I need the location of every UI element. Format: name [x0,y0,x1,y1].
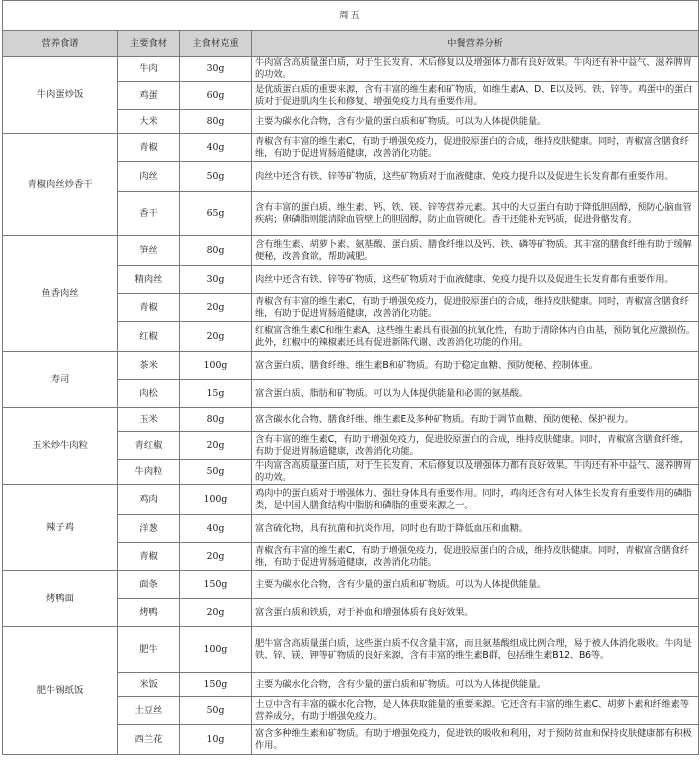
ingredient-weight: 50g [180,697,252,725]
ingredient-name: 大米 [118,110,180,134]
ingredient-name: 土豆丝 [118,697,180,725]
ingredient-weight: 10g [180,725,252,755]
nutrition-analysis: 牛肉富含高质量蛋白质，对于生长发育、术后修复以及增强体力都有良好效果。牛肉还有补中益气、滋养脾胃的功效。 [252,57,699,82]
ingredient-weight: 20g [180,322,252,352]
dish-name: 玉米炒牛肉粒 [3,408,118,485]
table-row [3,352,699,380]
ingredient-weight: 40g [180,515,252,543]
ingredient-name: 玉米 [118,408,180,432]
nutrition-analysis: 含有丰富的蛋白质、维生素、钙、铁、镁、锌等营养元素。其中的大豆蛋白有助于降低胆固醇，预防心脑血管疾病；卵磷脂则能清除血管壁上的胆固醇，防止血管硬化。香干还能补充钙质，促进骨骼发育。 [252,192,699,236]
ingredient-name: 肥牛 [118,627,180,673]
ingredient-name: 笋丝 [118,236,180,266]
ingredient-weight: 65g [180,192,252,236]
ingredient-name: 青椒 [118,134,180,162]
ingredient-weight: 100g [180,352,252,380]
header-analysis: 中餐营养分析 [252,31,699,57]
ingredient-name: 洋葱 [118,515,180,543]
ingredient-name: 青椒 [118,543,180,571]
ingredient-weight: 20g [180,543,252,571]
dish-name: 肥牛锡纸饭 [3,627,118,755]
nutrition-analysis: 青椒含有丰富的维生素C，有助于增强免疫力，促进胶原蛋白的合成，维持皮肤健康。同时，青椒富含膳食纤维，有助于促进胃肠道健康，改善消化功能。 [252,294,699,322]
ingredient-weight: 50g [180,460,252,485]
table-row [3,236,699,266]
dish-name: 寿司 [3,352,118,408]
ingredient-name: 面条 [118,571,180,599]
ingredient-weight: 100g [180,485,252,515]
nutrition-analysis: 主要为碳水化合物，含有少量的蛋白质和矿物质。可以为人体提供能量。 [252,673,699,697]
ingredient-name: 精肉丝 [118,266,180,294]
ingredient-name: 茶米 [118,352,180,380]
ingredient-name: 青红椒 [118,432,180,460]
ingredient-name: 米饭 [118,673,180,697]
table-row [3,408,699,432]
ingredient-weight: 20g [180,432,252,460]
ingredient-weight: 150g [180,571,252,599]
ingredient-name: 牛肉 [118,57,180,82]
nutrition-analysis: 富含多种维生素和矿物质。有助于增强免疫力，促进铁的吸收和利用，对于预防贫血和保持皮肤健康都有积极作用。 [252,725,699,755]
dish-name: 青椒肉丝炒香干 [3,134,118,236]
nutrition-analysis: 肉丝中还含有铁、锌等矿物质，这些矿物质对于血液健康、免疫力提升以及促进生长发育都有重要作用。 [252,162,699,192]
nutrition-analysis: 鸡肉中的蛋白质对于增强体力、强壮身体具有重要作用。同时，鸡肉还含有对人体生长发育有重要作用的磷脂类，是中国人膳食结构中脂肪和磷脂的重要来源之一。 [252,485,699,515]
ingredient-name: 烤鸭 [118,599,180,627]
ingredient-weight: 30g [180,266,252,294]
header-ingredient: 主要食材 [118,31,180,57]
nutrition-analysis: 肉丝中还含有铁、锌等矿物质，这些矿物质对于血液健康、免疫力提升以及促进生长发育都有重要作用。 [252,266,699,294]
table-row [3,57,699,82]
day-title: 周五 [3,1,699,31]
ingredient-name: 香干 [118,192,180,236]
ingredient-weight: 80g [180,236,252,266]
dish-name: 牛肉蛋炒饭 [3,57,118,134]
dish-name: 烤鸭面 [3,571,118,627]
header-recipe: 营养食谱 [3,31,118,57]
ingredient-name: 西兰花 [118,725,180,755]
ingredient-name: 青椒 [118,294,180,322]
ingredient-name: 鸡蛋 [118,82,180,110]
ingredient-weight: 40g [180,134,252,162]
nutrition-table [2,0,699,755]
nutrition-analysis: 含有维生素、胡萝卜素、氨基酸、蛋白质、膳食纤维以及钙、铁、磷等矿物质。其丰富的膳食纤维有助于缓解便秘，改善食欲，帮助减肥。 [252,236,699,266]
nutrition-analysis: 青椒含有丰富的维生素C，有助于增强免疫力，促进胶原蛋白的合成，维持皮肤健康。同时，青椒富含膳食纤维，有助于促进胃肠道健康，改善消化功能。 [252,543,699,571]
nutrition-analysis: 主要为碳水化合物，含有少量的蛋白质和矿物质。可以为人体提供能量。 [252,110,699,134]
nutrition-analysis: 土豆中含有丰富的碳水化合物，是人体获取能量的重要来源。它还含有丰富的维生素C、胡萝卜素和纤维素等营养成分，有助于增强免疫力。 [252,697,699,725]
nutrition-analysis: 青椒含有丰富的维生素C，有助于增强免疫力，促进胶原蛋白的合成，维持皮肤健康。同时，青椒富含膳食纤维，有助于促进胃肠道健康，改善消化功能。 [252,134,699,162]
table-row [3,571,699,599]
ingredient-weight: 60g [180,82,252,110]
nutrition-analysis: 富含蛋白质、脂肪和矿物质。可以为人体提供能量和必需的氨基酸。 [252,380,699,408]
table-row [3,134,699,162]
table-row [3,627,699,673]
nutrition-analysis: 主要为碳水化合物，含有少量的蛋白质和矿物质。可以为人体提供能量。 [252,571,699,599]
ingredient-name: 肉松 [118,380,180,408]
nutrition-analysis: 富含碳水化合物、膳食纤维、维生素E及多种矿物质。有助于调节血糖、预防便秘、保护视力。 [252,408,699,432]
ingredient-name: 牛肉粒 [118,460,180,485]
ingredient-weight: 80g [180,110,252,134]
dish-name: 辣子鸡 [3,485,118,571]
header-weight: 主食材克重 [180,31,252,57]
dish-name: 鱼香肉丝 [3,236,118,352]
ingredient-weight: 80g [180,408,252,432]
nutrition-analysis: 富含蛋白质、膳食纤维、维生素B和矿物质。有助于稳定血糖、预防便秘、控制体重。 [252,352,699,380]
nutrition-analysis: 肥牛富含高质量蛋白质，这些蛋白质不仅含量丰富，而且氨基酸组成比例合理，易于被人体消化吸收。牛肉是铁、锌、镁、钾等矿物质的良好来源，含有丰富的维生素B群，包括维生素B12、B6等。 [252,627,699,673]
menu-body [3,57,699,755]
table-row [3,485,699,515]
ingredient-name: 红椒 [118,322,180,352]
nutrition-analysis: 红椒富含维生素C和维生素A，这些维生素具有很强的抗氧化性，有助于清除体内自由基，预防氧化应激损伤。此外，红椒中的辣椒素还具有促进新陈代谢、改善消化功能的作用。 [252,322,699,352]
nutrition-analysis: 富含蛋白质和铁质，对于补血和增强体质有良好效果。 [252,599,699,627]
nutrition-analysis: 是优质蛋白质的重要来源，含有丰富的维生素和矿物质，如维生素A、D、E以及钙、铁、锌等。鸡蛋中的蛋白质对于促进肌肉生长和修复、增强免疫力具有重要作用。 [252,82,699,110]
ingredient-name: 鸡肉 [118,485,180,515]
nutrition-analysis: 含有丰富的维生素C，有助于增强免疫力，促进胶原蛋白的合成，维持皮肤健康。同时，青椒富含膳食纤维，有助于促进胃肠道健康，改善消化功能。 [252,432,699,460]
ingredient-weight: 30g [180,57,252,82]
ingredient-weight: 20g [180,599,252,627]
ingredient-weight: 100g [180,627,252,673]
ingredient-weight: 50g [180,162,252,192]
ingredient-weight: 150g [180,673,252,697]
ingredient-weight: 20g [180,294,252,322]
ingredient-name: 肉丝 [118,162,180,192]
nutrition-analysis: 牛肉富含高质量蛋白质，对于生长发育、术后修复以及增强体力都有良好效果。牛肉还有补中益气、滋养脾胃的功效。 [252,460,699,485]
ingredient-weight: 15g [180,380,252,408]
nutrition-analysis: 富含硫化物，具有抗菌和抗炎作用，同时也有助于降低血压和血糖。 [252,515,699,543]
